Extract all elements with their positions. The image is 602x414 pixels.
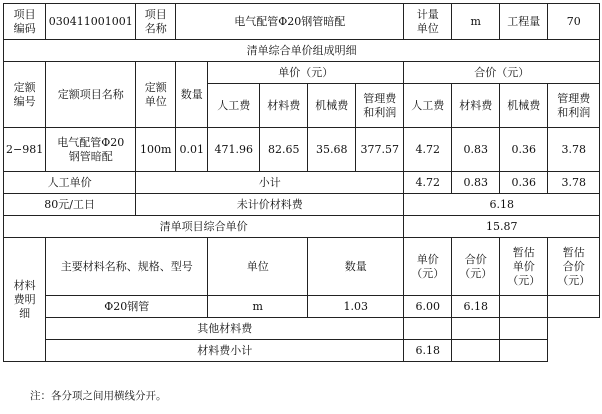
unpriced-material-label: 未计价材料费	[136, 194, 404, 216]
col-total-price-group: 合价（元）	[404, 62, 600, 84]
col-unit-material: 材料费	[260, 84, 308, 128]
header-row	[4, 4, 600, 40]
material-subtotal-label: 材料费小计	[46, 340, 404, 362]
quantity-value: 70	[548, 4, 600, 40]
labor-unit-price-label: 人工单价	[4, 172, 136, 194]
detail-total-material: 0.83	[452, 128, 500, 172]
item-code: 030411001001	[46, 4, 136, 40]
material-unit-price: 6.00	[404, 296, 452, 318]
table-row	[4, 128, 600, 172]
material-subtotal-row	[4, 340, 600, 362]
material-header-row	[4, 238, 600, 296]
material-side-label: 材料 费明 细	[4, 238, 46, 362]
material-est-unit-price-header: 暂估 单价 （元）	[500, 238, 548, 296]
col-total-labor: 人工费	[404, 84, 452, 128]
material-qty-header: 数量	[308, 238, 404, 296]
material-total-header: 合价 （元）	[452, 238, 500, 296]
col-total-mgmt: 管理费 和利润	[548, 84, 600, 128]
material-est-total	[548, 296, 600, 318]
detail-unit-material: 82.65	[260, 128, 308, 172]
detail-total-mgmt: 3.78	[548, 128, 600, 172]
detail-unit-machine: 35.68	[308, 128, 356, 172]
composite-price-value: 15.87	[404, 216, 600, 238]
col-unit-price-group: 单价（元）	[208, 62, 404, 84]
unit-label: 计量 单位	[404, 4, 452, 40]
cost-table	[3, 3, 600, 362]
material-row	[4, 296, 600, 318]
detail-code: 2−981	[4, 128, 46, 172]
labor-rate: 80元/工日	[4, 194, 136, 216]
item-code-label: 项目 编码	[4, 4, 46, 40]
unpriced-material-value: 6.18	[404, 194, 600, 216]
col-total-machine: 机械费	[500, 84, 548, 128]
subtotal-labor: 4.72	[404, 172, 452, 194]
col-unit-labor: 人工费	[208, 84, 260, 128]
other-material-total	[404, 318, 452, 340]
col-quota-unit: 定额 单位	[136, 62, 176, 128]
subtotal-mgmt: 3.78	[548, 172, 600, 194]
detail-amount: 0.01	[176, 128, 208, 172]
subtotal-label: 小计	[136, 172, 404, 194]
subtotal-material: 0.83	[452, 172, 500, 194]
unit-value: m	[452, 4, 500, 40]
other-material-est-unit	[452, 318, 500, 340]
col-unit-mgmt: 管理费 和利润	[356, 84, 404, 128]
material-name: Φ20钢管	[46, 296, 208, 318]
material-subtotal-est-total	[500, 340, 548, 362]
material-subtotal-est-unit	[452, 340, 500, 362]
subtotal-row	[4, 172, 600, 194]
other-material-row	[4, 318, 600, 340]
section-title-row	[4, 40, 600, 62]
composite-price-row	[4, 216, 600, 238]
composite-price-label: 清单项目综合单价	[4, 216, 404, 238]
detail-total-labor: 4.72	[404, 128, 452, 172]
detail-unit: 100m	[136, 128, 176, 172]
material-qty: 1.03	[308, 296, 404, 318]
subtotal-machine: 0.36	[500, 172, 548, 194]
unpriced-material-row	[4, 194, 600, 216]
detail-total-machine: 0.36	[500, 128, 548, 172]
footnote: 注：各分项之间用横线分开。	[30, 390, 167, 402]
material-unit-header: 单位	[208, 238, 308, 296]
quantity-label: 工程量	[500, 4, 548, 40]
material-subtotal-value: 6.18	[404, 340, 452, 362]
col-quota-name: 定额项目名称	[46, 62, 136, 128]
item-name: 电气配管Φ20钢管暗配	[176, 4, 404, 40]
other-material-est-total	[500, 318, 548, 340]
item-name-label: 项目 名称	[136, 4, 176, 40]
material-unit: m	[208, 296, 308, 318]
detail-unit-mgmt: 377.57	[356, 128, 404, 172]
col-quota-code: 定额 编号	[4, 62, 46, 128]
detail-name: 电气配管Φ20 钢管暗配	[46, 128, 136, 172]
material-est-total-header: 暂估 合价 （元）	[548, 238, 600, 296]
detail-unit-labor: 471.96	[208, 128, 260, 172]
col-total-material: 材料费	[452, 84, 500, 128]
other-material-label: 其他材料费	[46, 318, 404, 340]
col-amount: 数量	[176, 62, 208, 128]
column-group-row	[4, 62, 600, 84]
section-title: 清单综合单价组成明细	[4, 40, 600, 62]
material-est-unit-price	[500, 296, 548, 318]
material-unit-price-header: 单价 （元）	[404, 238, 452, 296]
material-total: 6.18	[452, 296, 500, 318]
col-unit-machine: 机械费	[308, 84, 356, 128]
material-name-header: 主要材料名称、规格、型号	[46, 238, 208, 296]
